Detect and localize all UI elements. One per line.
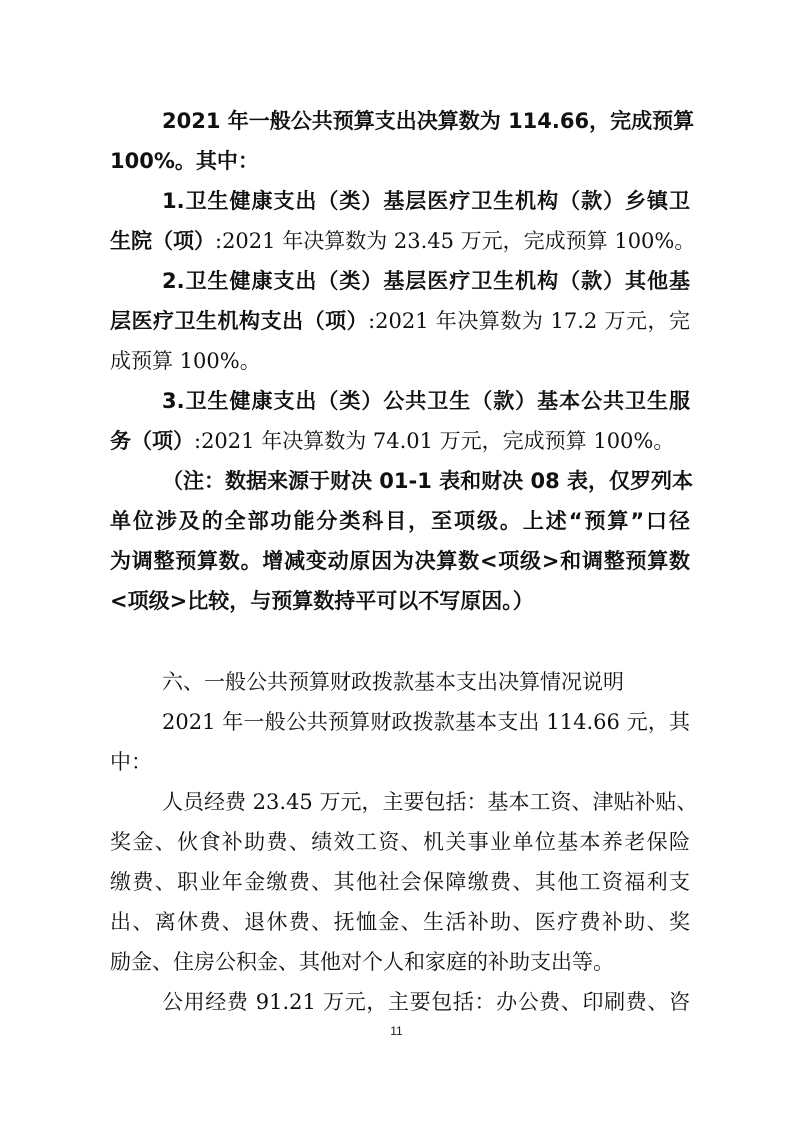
section-6-intro-line-2: 中： (110, 750, 152, 774)
summary-line-2: 100%。其中： (110, 149, 259, 173)
item3-title-a: 3.卫生健康支出（类）公共卫生（款）基本公共卫生服 (162, 389, 690, 413)
item2-title-b: 层医疗卫生机构支出（项） (110, 309, 369, 333)
item2-line-3: 成预算 100%。 (110, 349, 261, 373)
item3-line-2 (110, 426, 690, 456)
item3-line-1 (162, 386, 690, 416)
section-6-intro-line-1: 2021 年一般公共预算财政拨款基本支出 114.66 元，其 (162, 710, 690, 734)
note-line-4-bold: <项级> (110, 589, 188, 613)
item3-title-b: 务（项） (110, 429, 194, 453)
summary-line-1: 2021 年一般公共预算支出决算数为 114.66，完成预算 (162, 109, 695, 133)
item1-title-a: 1.卫生健康支出（类）基层医疗卫生机构（款）乡镇卫 (162, 189, 690, 213)
item1-title-b: 生院（项） (110, 229, 215, 253)
page-number: 11 (390, 1024, 403, 1038)
item1-text: :2021 年决算数为 23.45 万元，完成预算 100%。 (215, 229, 696, 253)
note-line-1: （注：数据来源于财决 01-1 表和财决 08 表，仅罗列本 (162, 469, 694, 493)
note-line-2: 单位涉及的全部功能分类科目，至项级。上述“预算”口径 (110, 509, 690, 533)
section-6-heading: 六、一般公共预算财政拨款基本支出决算情况说明 (162, 670, 624, 694)
public-expense-line-1: 公用经费 91.21 万元，主要包括：办公费、印刷费、咨 (162, 990, 690, 1014)
note-line-3: 为调整预算数。增减变动原因为决算数<项级>和调整预算数 (110, 549, 690, 573)
personnel-line-2: 奖金、伙食补助费、绩效工资、机关事业单位基本养老保险 (110, 830, 690, 854)
item2-line-2 (110, 306, 690, 336)
note-line-4-rest: 比较，与预算数持平可以不写原因。） (187, 589, 534, 613)
item3-text: :2021 年决算数为 74.01 万元，完成预算 100%。 (194, 429, 675, 453)
personnel-line-3: 缴费、职业年金缴费、其他社会保障缴费、其他工资福利支 (110, 870, 690, 894)
item2-line-1 (162, 266, 690, 296)
personnel-line-5: 励金、住房公积金、其他对个人和家庭的补助支出等。 (110, 950, 614, 974)
item2-title-a: 2.卫生健康支出（类）基层医疗卫生机构（款）其他基 (162, 269, 690, 293)
personnel-line-4: 出、离休费、退休费、抚恤金、生活补助、医疗费补助、奖 (110, 910, 690, 934)
item2-text: :2021 年决算数为 17.2 万元，完 (368, 309, 691, 333)
item1-line-2 (110, 226, 696, 256)
personnel-line-1: 人员经费 23.45 万元，主要包括：基本工资、津贴补贴、 (162, 790, 698, 814)
item1-line-1 (162, 186, 690, 216)
note-line-4 (110, 586, 690, 616)
